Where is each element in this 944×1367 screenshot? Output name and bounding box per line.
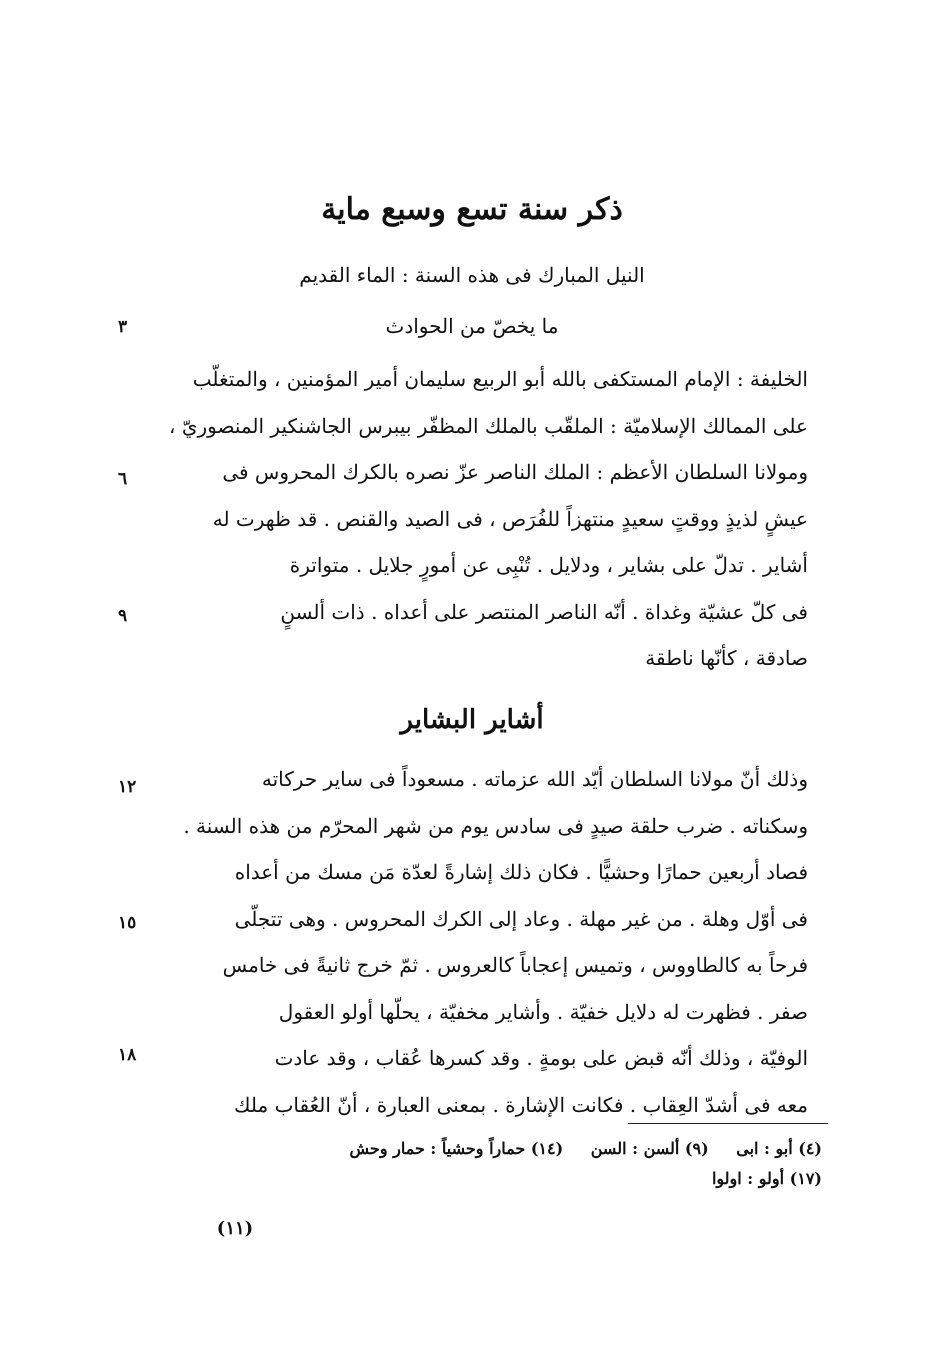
footnote-9: (٩) ألسن : السن (590, 1139, 709, 1158)
footnotes (160, 1134, 822, 1194)
footnote-line (160, 1134, 822, 1164)
text-line: أشاير . تدلّ على بشاير ، ودلايل . تُنْبِى عن أمورٍ جلايل . متواترة (289, 553, 808, 577)
footnote-14: (١٤) حماراً وحشياً : حمار وحش (349, 1139, 564, 1158)
text-line: فى أوّل وهلة . من غير مهلة . وعاد إلى الكرك المحروس . وهى تتجلّى (234, 906, 808, 931)
year-heading: ذكر سنة تسع وسبع ماية (321, 192, 623, 227)
line-number-9: ٩ (118, 606, 128, 626)
text-line: فرحاً به كالطاووس ، وتميس إعجاباً كالعروس . ثمّ خرج ثانيةً فى خامس (222, 953, 808, 977)
line-number-3: ٣ (118, 317, 128, 337)
line-number-18: ١٨ (118, 1045, 137, 1065)
paragraph-caliph (162, 356, 808, 682)
section-heading: أشاير البشاير (400, 705, 544, 735)
text-line: صادقة ، كأنّها ناطقة (645, 646, 808, 670)
nile-report-line: النيل المبارك فى هذه السنة : الماء القديم (299, 263, 645, 287)
text-line: فى كلّ عشيّة وغداة . أنّه الناصر المنتصر على أعداه . ذات ألسنٍ (280, 599, 808, 624)
line-number-15: ١٥ (118, 913, 137, 933)
text-line: وسكناته . ضرب حلقة صيدٍ فى سادس يوم من شهر المحرّم من هذه السنة . (183, 813, 808, 838)
events-heading: ما يخصّ من الحوادث (385, 314, 559, 338)
text-line: صفر . فظهرت له دلايل خفيّة . وأشاير مخفيّة ، يحلّها أولو العقول (278, 999, 808, 1024)
footnote-divider (628, 1123, 828, 1124)
text-line: معه فى أشدّ العِقاب . فكانت الإشارة . بمعنى العبارة ، أنّ العُقاب ملك (234, 1092, 808, 1117)
text-line: الوفيّة ، وذلك أنّه قبض على بومةٍ . وقد كسرها عُقاب ، وقد عادت (274, 1046, 808, 1070)
footnote-4: (٤) أبو : ابى (736, 1139, 822, 1158)
footnote-line (160, 1164, 822, 1194)
text-line: عيشٍ لذيذٍ ووقتٍ سعيدٍ منتهزاً للفُرَص ، فى الصيد والقنص . قد ظهرت له (212, 506, 808, 531)
footnote-17: (١٧) أولو : اولوا (711, 1169, 822, 1188)
text-line: على الممالك الإسلاميّة : الملقّب بالملك المظفّر بيبرس الجاشنكير المنصوريّ ، (169, 413, 808, 438)
paragraph-omens (162, 756, 808, 1128)
text-line: ومولانا السلطان الأعظم : الملك الناصر عزّ نصره بالكرك المحروس فى (222, 460, 808, 484)
text-line: الخليفة : الإمام المستكفى بالله أبو الربيع سليمان أمير المؤمنين ، والمتغلّب (192, 367, 808, 391)
page-number: (١١) (216, 1218, 254, 1239)
text-line: فصاد أربعين حمارًا وحشيًّا . فكان ذلك إشارةً لعدّة مَن مسك من أعداه (234, 860, 808, 884)
text-line: وذلك أنّ مولانا السلطان أيّد الله عزماته . مسعوداً فى ساير حركاته (261, 767, 808, 791)
line-number-6: ٦ (118, 469, 128, 489)
line-number-12: ١٢ (118, 777, 137, 797)
